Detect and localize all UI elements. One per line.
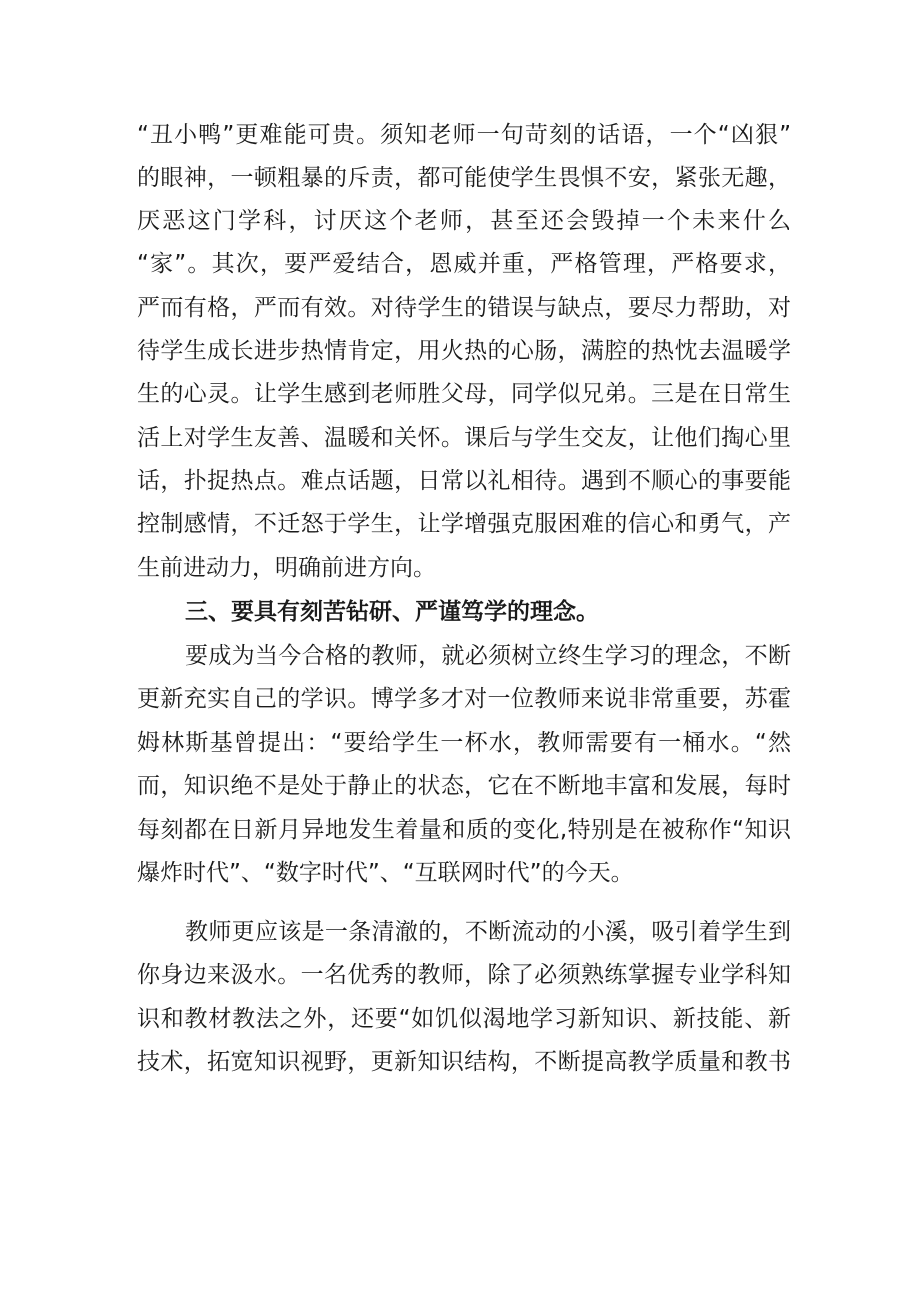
- paragraph-1-line-5: 严而有格，严而有效。对待学生的错误与缺点，要尽力帮助，对: [137, 295, 791, 321]
- paragraph-2-line-2: 更新充实自己的学识。博学多才对一位教师来说非常重要，苏霍: [137, 686, 791, 712]
- paragraph-3-line-4: 技术，拓宽知识视野，更新知识结构，不断提高教学质量和教书: [137, 1049, 791, 1075]
- paragraph-1-line-2: 的眼神，一顿粗暴的斥责，都可能使学生畏惧不安，紧张无趣，: [137, 165, 791, 191]
- paragraph-3-line-2: 你身边来汲水。一名优秀的教师，除了必须熟练掌握专业学科知: [137, 962, 791, 988]
- paragraph-3-line-1: 教师更应该是一条清澈的，不断流动的小溪，吸引着学生到: [185, 919, 791, 945]
- paragraph-1-line-7: 生的心灵。让学生感到老师胜父母，同学似兄弟。三是在日常生: [137, 381, 791, 407]
- paragraph-2-line-3: 姆林斯基曾提出：“要给学生一杯水，教师需要有一桶水。“然: [137, 730, 791, 756]
- paragraph-1-line-9: 话，扑捉热点。难点话题，日常以礼相待。遇到不顺心的事要能: [137, 468, 791, 494]
- paragraph-2-line-6: 爆炸时代”、“数字时代”、“互联网时代”的今天。: [137, 860, 634, 886]
- paragraph-1-line-8: 活上对学生友善、温暖和关怀。课后与学生交友，让他们掏心里: [137, 425, 791, 451]
- paragraph-1-line-3: 厌恶这门学科，讨厌这个老师，甚至还会毁掉一个未来什么: [137, 208, 791, 234]
- paragraph-3-line-3: 识和教材教法之外，还要“如饥似渴地学习新知识、新技能、新: [137, 1006, 791, 1032]
- paragraph-2-line-1: 要成为当今合格的教师，就必须树立终生学习的理念，不断: [185, 643, 791, 669]
- paragraph-1-line-11: 生前进动力，明确前进方向。: [137, 555, 436, 581]
- paragraph-2-line-4: 而，知识绝不是处于静止的状态，它在不断地丰富和发展，每时: [137, 773, 791, 799]
- paragraph-1-line-10: 控制感情，不迁怒于学生，让学增强克服困难的信心和勇气，产: [137, 511, 791, 537]
- paragraph-1-line-4: “家”。其次，要严爱结合，恩威并重，严格管理，严格要求，: [137, 251, 791, 277]
- paragraph-1-line-1: “丑小鸭”更难能可贵。须知老师一句苛刻的话语，一个“凶狠”: [137, 122, 791, 148]
- paragraph-2-line-5: 每刻都在日新月异地发生着量和质的变化,特别是在被称作“知识: [137, 817, 791, 843]
- section-heading-3: 三、要具有刻苦钻研、严谨笃学的理念。: [185, 599, 599, 625]
- paragraph-1-line-6: 待学生成长进步热情肯定，用火热的心肠，满腔的热忱去温暖学: [137, 338, 791, 364]
